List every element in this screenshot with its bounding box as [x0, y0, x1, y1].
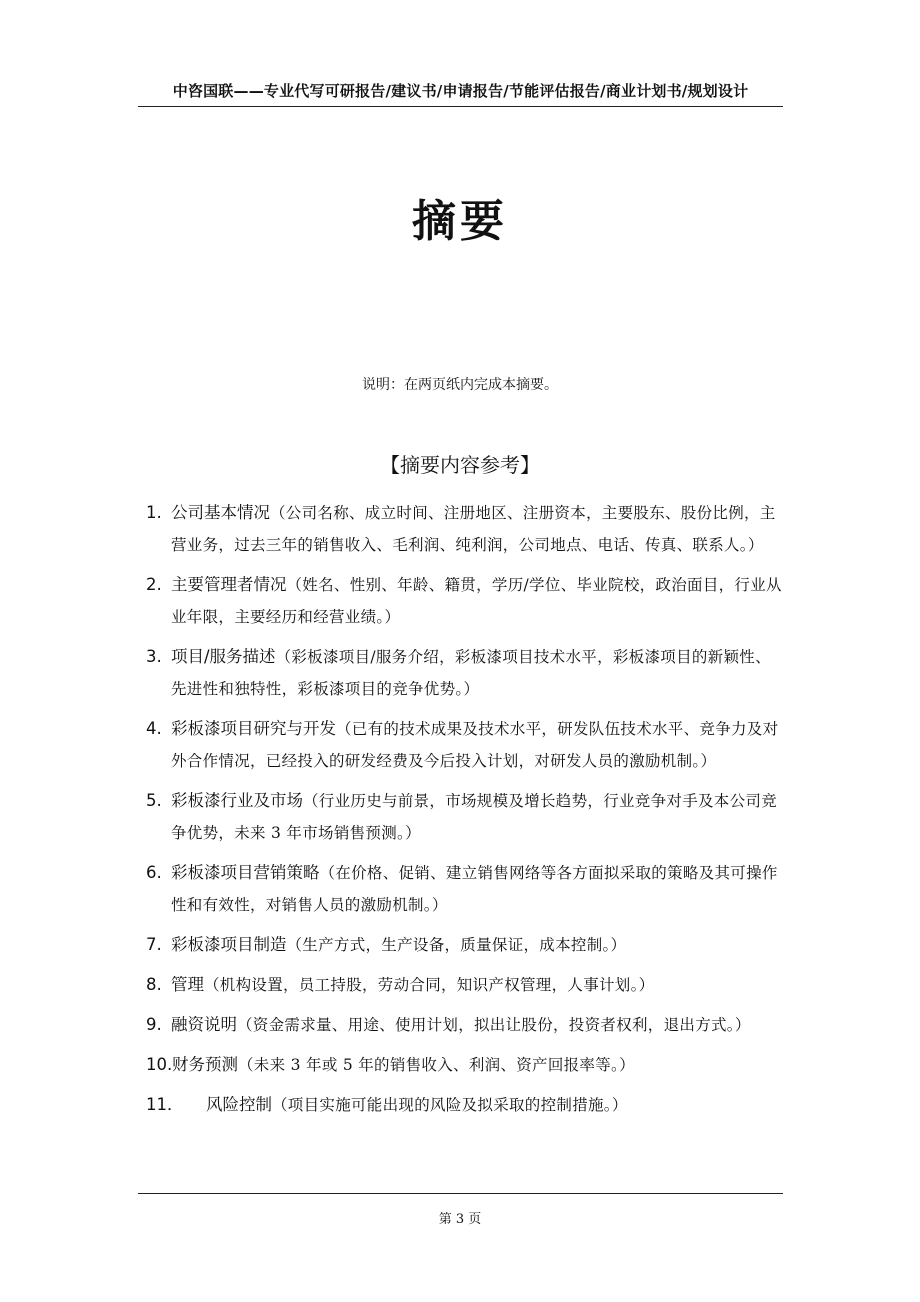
item-label: 公司基本情况 [171, 503, 270, 522]
item-number: 2. [146, 575, 162, 594]
list-item [146, 969, 782, 1001]
item-label: 彩板漆项目营销策略 [171, 863, 320, 882]
list-item [146, 713, 782, 777]
list-item [146, 929, 782, 961]
list-item [146, 641, 782, 705]
list-item [146, 1009, 782, 1041]
item-description: （姓名、性别、年龄、籍贯，学历/学位、毕业院校，政治面目，行业从业年限，主要经历和经营业绩。） [171, 576, 782, 626]
item-number: 3. [146, 647, 162, 666]
item-number: 6. [146, 863, 162, 882]
page-number: 第 3 页 [438, 1212, 482, 1227]
item-label: 彩板漆行业及市场 [171, 791, 303, 810]
item-label: 融资说明 [171, 1015, 237, 1034]
item-description: （机构设置，员工持股，劳动合同，知识产权管理，人事计划。） [204, 976, 655, 994]
instruction-note: 说明：在两页纸内完成本摘要。 [362, 377, 558, 393]
list-item [146, 785, 782, 849]
item-description: （生产方式，生产设备，质量保证，成本控制。） [286, 936, 627, 954]
item-number: 10. [146, 1055, 173, 1074]
item-description: （公司名称、成立时间、注册地区、注册资本，主要股东、股份比例，主营业务，过去三年的销售收入、毛利润、纯利润，公司地点、电话、传真、联系人。） [171, 504, 776, 554]
item-description: （项目实施可能出现的风险及拟采取的控制措施。） [272, 1096, 628, 1114]
footer-divider [138, 1193, 783, 1194]
item-description: （彩板漆项目/服务介绍，彩板漆项目技术水平，彩板漆项目的新颖性、先进性和独特性，彩板漆项目的竞争优势。） [171, 648, 771, 698]
item-number: 1. [146, 503, 162, 522]
item-label: 财务预测 [172, 1055, 238, 1074]
item-description: （已有的技术成果及技术水平，研发队伍技术水平、竞争力及对外合作情况，已经投入的研发经费及今后投入计划，对研发人员的激励机制。） [171, 720, 779, 770]
item-label: 风险控制 [206, 1095, 272, 1114]
list-item [146, 569, 782, 633]
item-label: 彩板漆项目研究与开发 [171, 719, 336, 738]
list-item [146, 857, 782, 921]
item-number: 5. [146, 791, 162, 810]
item-number: 9. [146, 1015, 162, 1034]
item-number: 8. [146, 975, 162, 994]
reference-heading: 【摘要内容参考】 [380, 453, 540, 477]
item-number: 4. [146, 719, 162, 738]
item-number: 7. [146, 935, 162, 954]
item-label: 主要管理者情况 [171, 575, 287, 594]
list-item [146, 1049, 782, 1081]
item-description: （在价格、促销、建立销售网络等各方面拟采取的策略及其可操作性和有效性，对销售人员的激励机制。） [171, 864, 778, 914]
document-header: 中咨国联——专业代写可研报告/建议书/申请报告/节能评估报告/商业计划书/规划设计 [172, 82, 749, 100]
list-item [146, 1089, 782, 1121]
header-divider [138, 106, 783, 107]
page-title: 摘要 [412, 196, 508, 247]
item-description: （未来 3 年或 5 年的销售收入、利润、资产回报率等。） [238, 1056, 635, 1074]
item-description: （行业历史与前景，市场规模及增长趋势，行业竞争对手及本公司竞争优势，未来 3 年市场销售预测。） [171, 792, 778, 842]
item-label: 管理 [171, 975, 204, 994]
item-label: 项目/服务描述 [171, 647, 276, 666]
item-number: 11． [146, 1095, 184, 1114]
list-item [146, 497, 782, 561]
item-description: （资金需求量、用途、使用计划，拟出让股份，投资者权利，退出方式。） [237, 1016, 751, 1034]
item-label: 彩板漆项目制造 [171, 935, 287, 954]
reference-list [146, 497, 782, 1129]
